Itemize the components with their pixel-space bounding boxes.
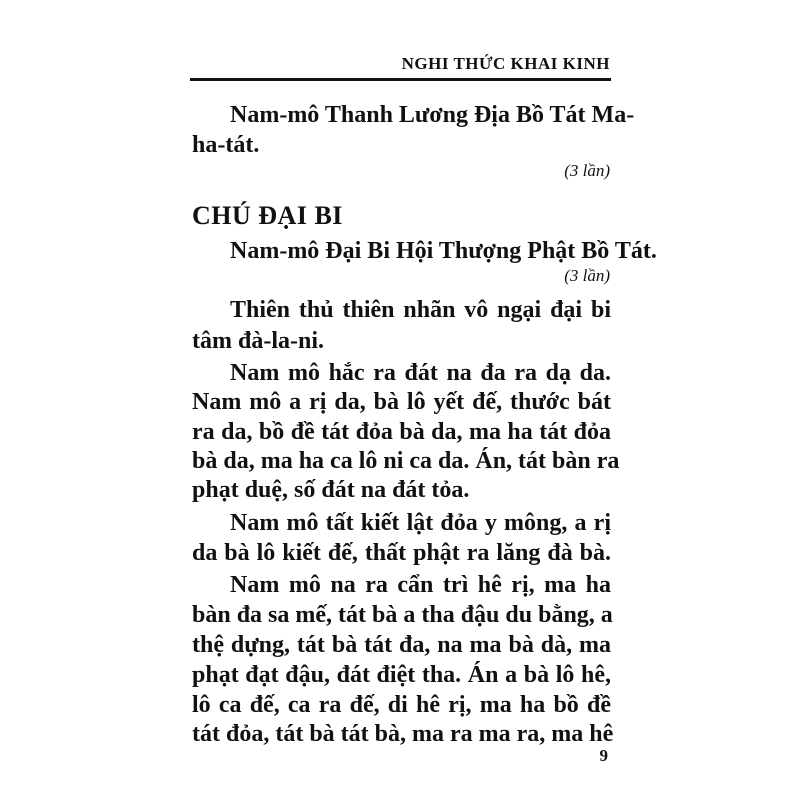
text-line: phạt duệ, số đát na đát tỏa. [192, 477, 470, 503]
text-line: Nam-mô Đại Bi Hội Thượng Phật Bồ Tát. [230, 238, 657, 264]
text-line: tát đỏa, tát bà tát bà, ma ra ma ra, ma hê [192, 721, 614, 747]
text-line: Nam mô na ra cẩn trì hê rị, ma ha [230, 572, 611, 598]
text-line: Nam mô a rị da, bà lô yết đế, thước bát [192, 389, 611, 415]
text-line: Thiên thủ thiên nhãn vô ngại đại bi [230, 297, 611, 323]
text-line: Nam-mô Thanh Lương Địa Bồ Tát Ma- [230, 102, 635, 128]
text-line: phạt đạt đậu, đát điệt tha. Án a bà lô hê, [192, 662, 611, 688]
text-line: ha-tát. [192, 132, 260, 158]
text-line: bà da, ma ha ca lô ni ca da. Án, tát bàn ra [192, 448, 620, 474]
text-line: ra da, bồ đề tát đỏa bà da, ma ha tát đỏa [192, 419, 611, 445]
text-line: da bà lô kiết đế, thất phật ra lăng đà bà. [192, 540, 611, 566]
section-heading: CHÚ ĐẠI BI [192, 201, 343, 230]
text-line: thệ dựng, tát bà tát đa, na ma bà dà, ma [192, 632, 611, 658]
text-line: tâm đà-la-ni. [192, 328, 324, 354]
header-rule [190, 78, 611, 81]
repeat-note: (3 lần) [564, 161, 610, 180]
repeat-note: (3 lần) [564, 266, 610, 285]
text-line: Nam mô hắc ra đát na đa ra dạ da. [230, 360, 611, 386]
running-header: NGHI THỨC KHAI KINH [401, 54, 610, 73]
text-line: Nam mô tất kiết lật đỏa y mông, a rị [230, 510, 611, 536]
text-line: lô ca đế, ca ra đế, di hê rị, ma ha bồ đề [192, 692, 611, 718]
text-line: bàn đa sa mế, tát bà a tha đậu du bằng, a [192, 602, 613, 628]
page-number: 9 [599, 746, 608, 765]
